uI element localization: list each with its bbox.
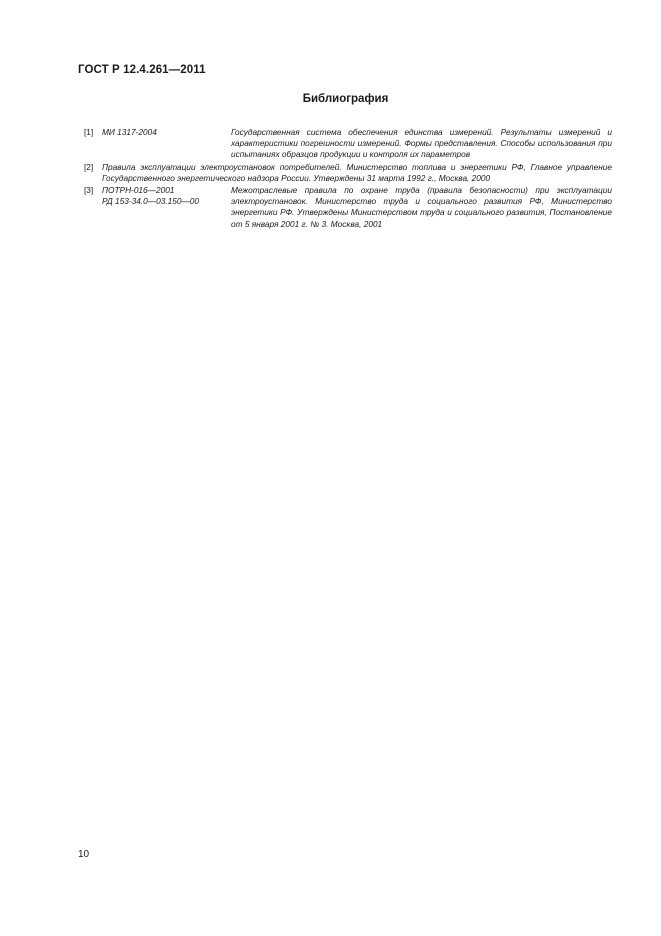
bibliography-entry xyxy=(84,162,612,184)
entry-code-line: МИ 1317-2004 xyxy=(102,127,157,137)
bibliography-list xyxy=(84,127,612,231)
bibliography-entry xyxy=(84,185,612,230)
bibliography-entry xyxy=(84,127,612,161)
entry-code-line: РД 153-34.0—03.150—00 xyxy=(102,196,199,207)
entry-code xyxy=(102,127,232,138)
entry-code xyxy=(102,185,232,207)
entry-number: [3] xyxy=(84,185,94,196)
entry-text: Правила эксплуатации электроустановок потребителей. Министерство топлива и энергетики РФ, Главное управление Государственного энергетического надзора России. Утверждены 31 марта 1992 г., Москва, 2000 xyxy=(102,161,612,183)
entry-code-line: ПОТРН-016—2001 xyxy=(102,185,175,196)
entry-text: Межотраслевые правила по охране труда (правила безопасности) при эксплуатации электроустановок. Министерство труда и социального развития РФ, Министерство энергетики РФ. Утверждены Министерством труда и социального развития, Постановление от 5 января 2001 г. № 3. Москва, 2001 xyxy=(231,185,612,229)
document-code: ГОСТ Р 12.4.261—2011 xyxy=(78,64,206,76)
entry-number: [2] xyxy=(84,161,94,172)
entry-text: Государственная система обеспечения единства измерений. Результаты измерений и характеристики погрешности измерений. Формы представления. Способы использования при испытаниях образцов продукции и контроля их параметров xyxy=(231,127,612,160)
page-number: 10 xyxy=(78,849,90,860)
entry-number: [1] xyxy=(84,127,94,137)
section-title: Библиография xyxy=(302,93,389,105)
